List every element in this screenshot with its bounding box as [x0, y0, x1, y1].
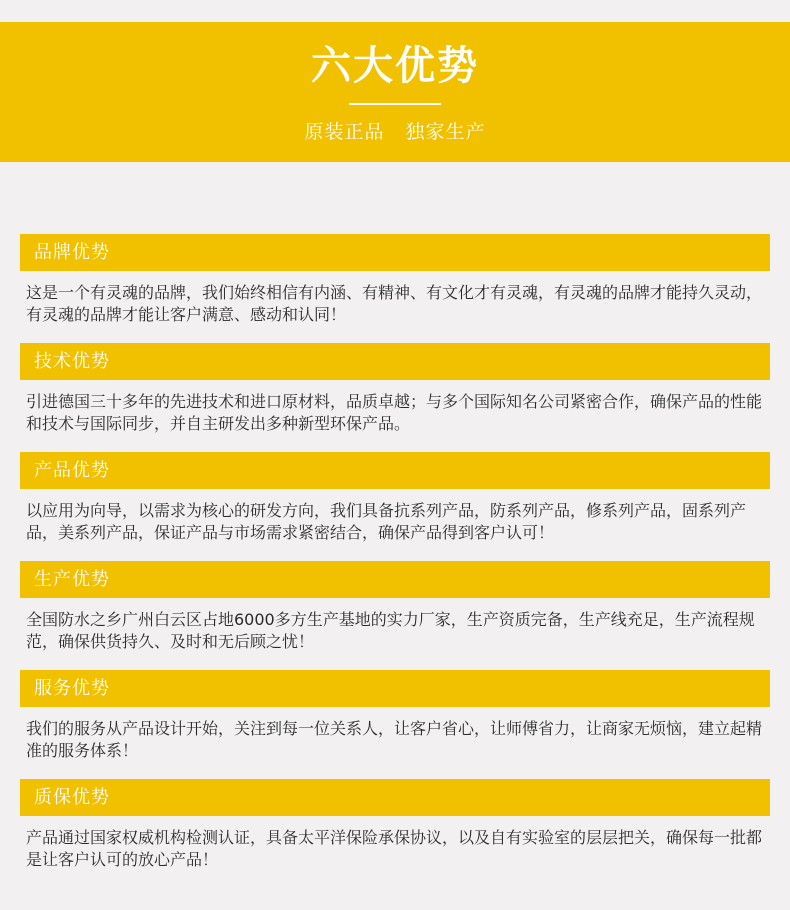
section-header-bar: [20, 779, 770, 816]
title-divider: [349, 103, 441, 105]
section-header-bar: [20, 561, 770, 598]
section-text: 我们的服务从产品设计开始，关注到每一位关系人，让客户省心，让师傅省力，让商家无烦恼，建立起精准的服务体系！: [26, 719, 763, 760]
section-technology: [20, 343, 770, 435]
page-subtitle: 原装正品 独家生产: [304, 121, 486, 143]
section-text: 全国防水之乡广州白云区占地6000多方生产基地的实力厂家，生产资质完备，生产线充足，生产流程规范，确保供货持久、及时和无后顾之忧！: [26, 610, 755, 651]
section-title: 服务优势: [34, 678, 110, 699]
section-title: 生产优势: [34, 569, 110, 590]
section-title: 质保优势: [34, 787, 110, 808]
section-text: 产品通过国家权威机构检测认证，具备太平洋保险承保协议，以及自有实验室的层层把关，确保每一批都是让客户认可的放心产品！: [26, 828, 763, 869]
section-header-bar: [20, 343, 770, 380]
section-service: [20, 670, 770, 762]
section-product: [20, 452, 770, 544]
section-header-bar: [20, 452, 770, 489]
section-title: 产品优势: [34, 460, 110, 481]
section-text: 这是一个有灵魂的品牌，我们始终相信有内涵、有精神、有文化才有灵魂，有灵魂的品牌才能持久灵动，有灵魂的品牌才能让客户满意、感动和认同！: [26, 283, 763, 324]
section-title: 技术优势: [34, 351, 110, 372]
section-text: 引进德国三十多年的先进技术和进口原材料，品质卓越；与多个国际知名公司紧密合作，确保产品的性能和技术与国际同步，并自主研发出多种新型环保产品。: [26, 392, 763, 433]
section-title: 品牌优势: [34, 242, 110, 263]
section-text: 以应用为向导，以需求为核心的研发方向，我们具备抗系列产品，防系列产品，修系列产品，固系列产品，美系列产品，保证产品与市场需求紧密结合，确保产品得到客户认可！: [26, 501, 747, 542]
page-title: 六大优势: [311, 43, 479, 89]
section-production: [20, 561, 770, 653]
section-warranty: [20, 779, 770, 871]
section-brand: [20, 234, 770, 326]
header-banner: [0, 22, 790, 162]
section-header-bar: [20, 670, 770, 707]
section-header-bar: [20, 234, 770, 271]
